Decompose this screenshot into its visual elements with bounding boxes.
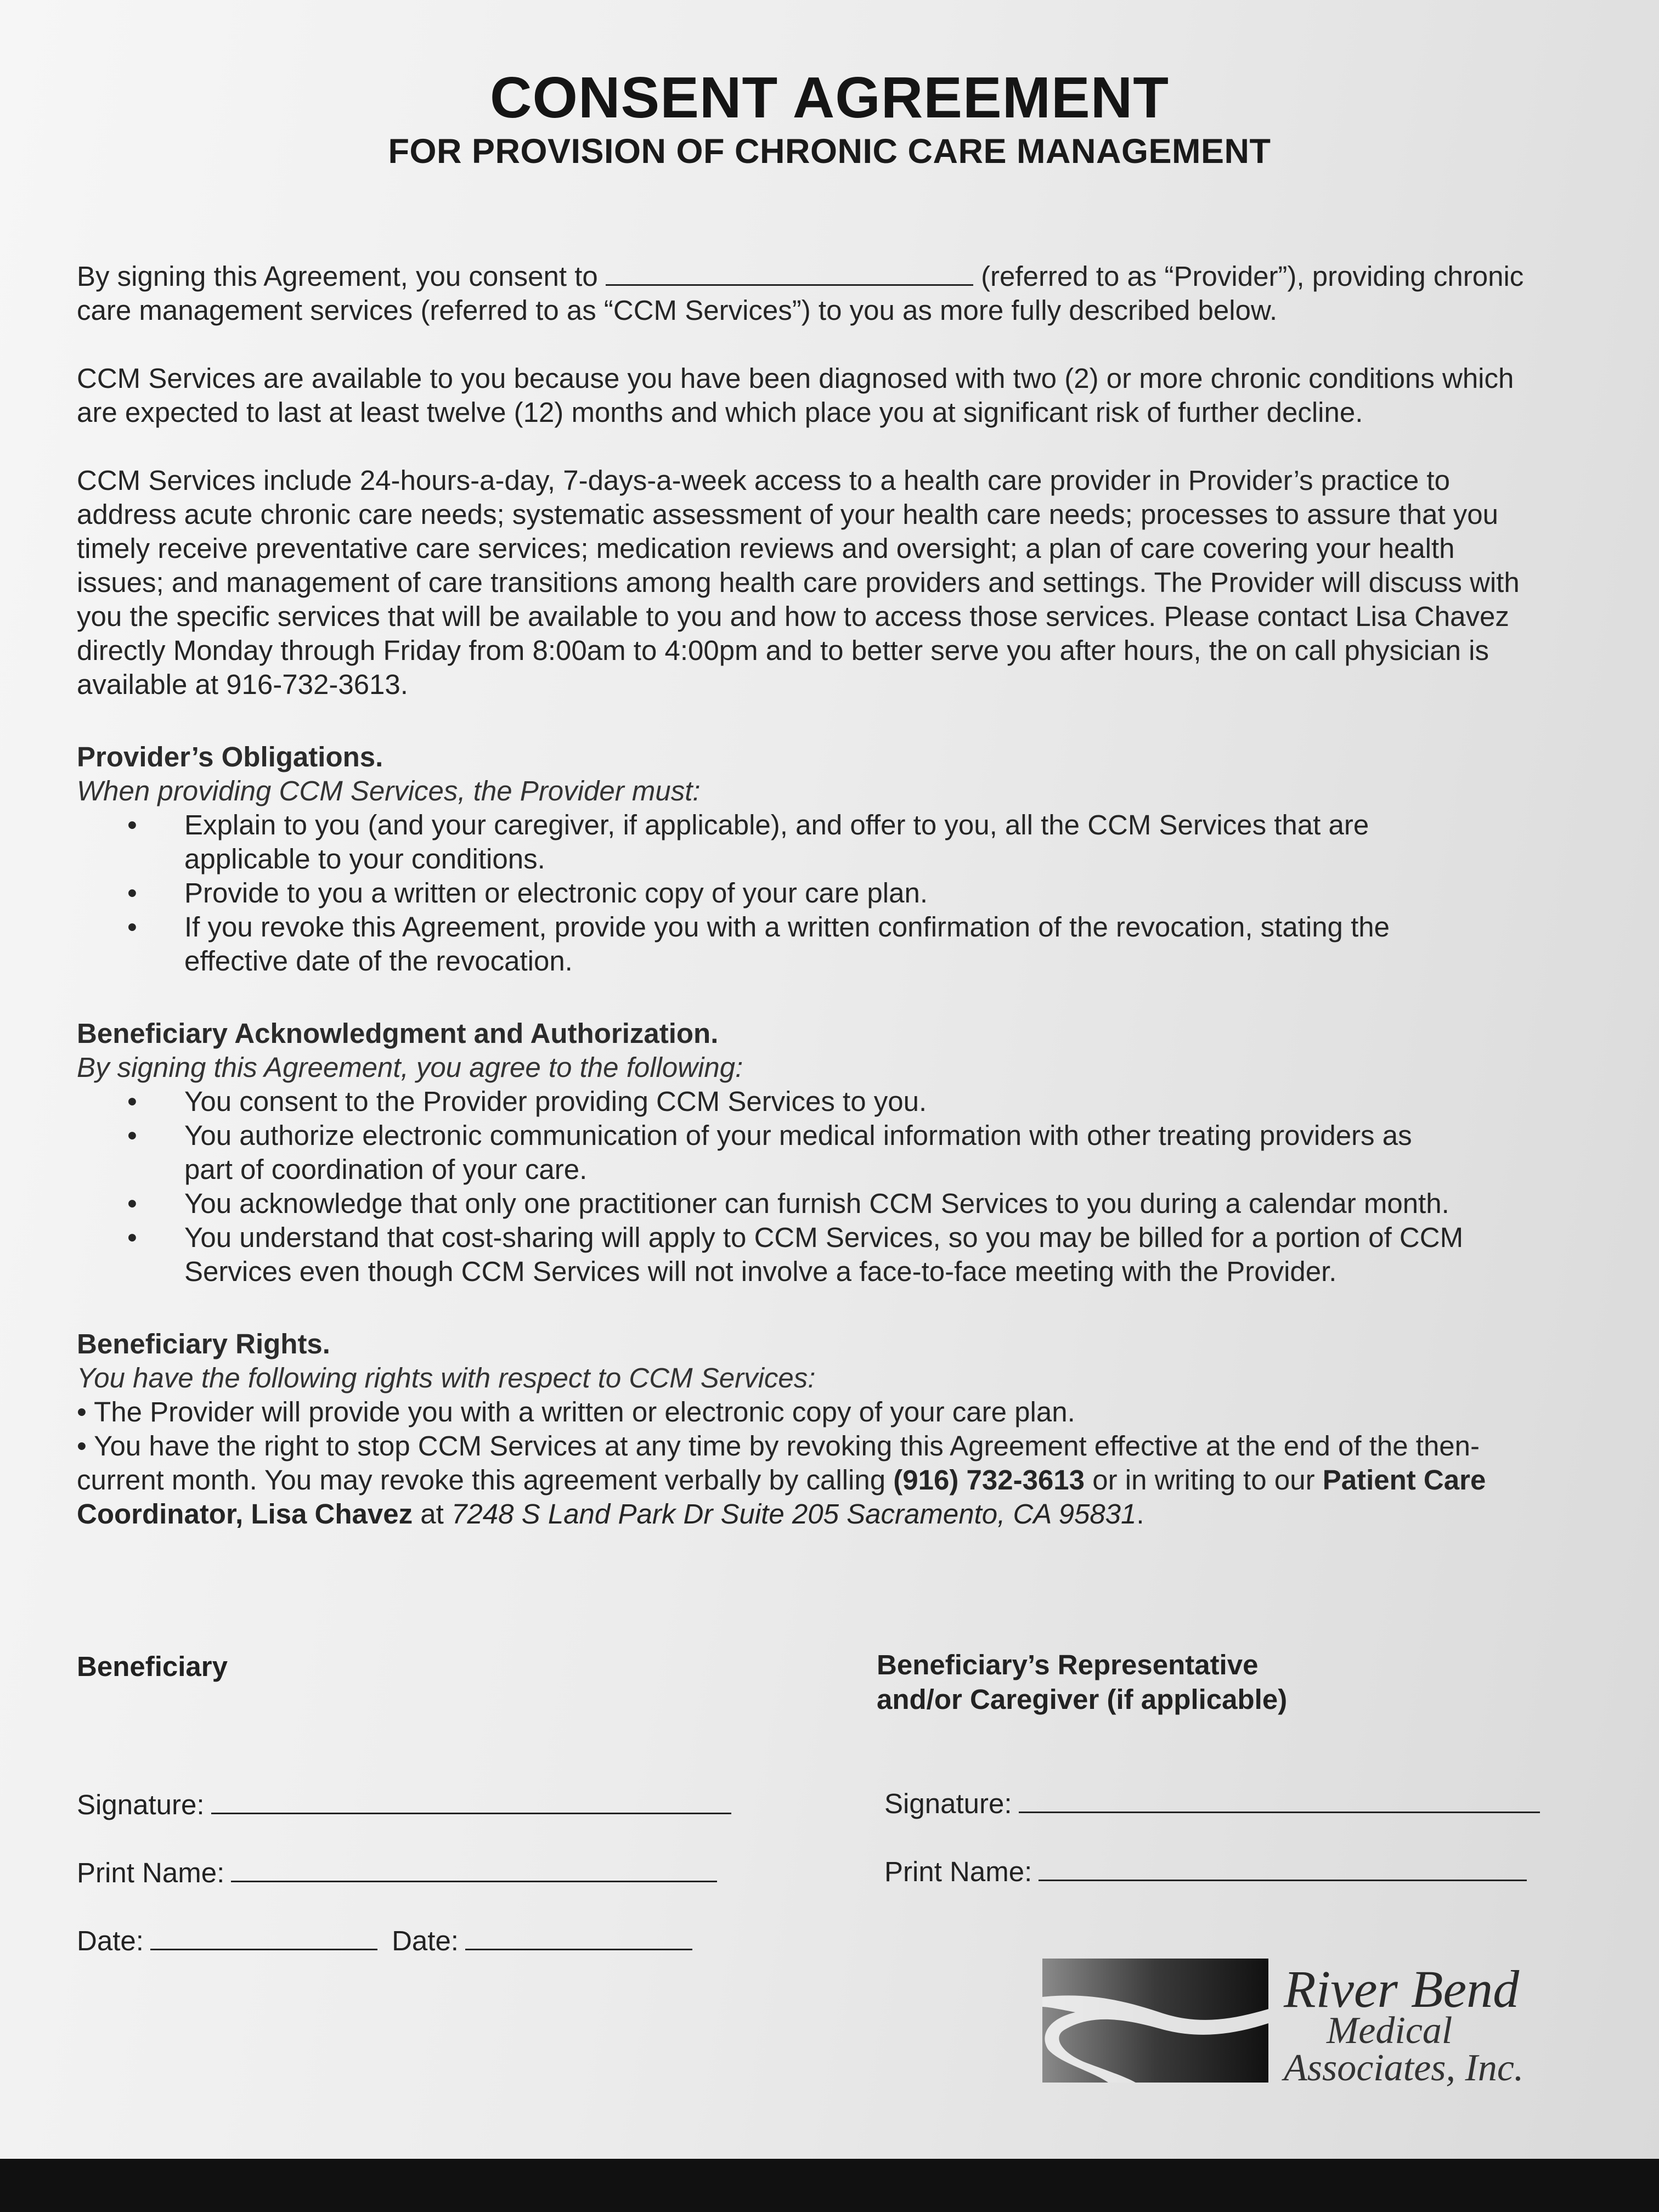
signature-label: Signature:: [77, 1789, 205, 1820]
beneficiary-heading: Beneficiary: [77, 1651, 228, 1682]
date-label: Date:: [392, 1925, 459, 1956]
obligations-heading: Provider’s Obligations.: [77, 741, 383, 772]
representative-signature-field: [884, 1786, 1540, 1820]
logo-text-line-1: River Bend: [1284, 1960, 1520, 2018]
page-subtitle: FOR PROVISION OF CHRONIC CARE MANAGEMENT: [388, 132, 1271, 171]
coordinator-name: Patient Care Coordinator, Lisa Chavez: [77, 1464, 1486, 1530]
logo-text-line-3: Associates, Inc.: [1284, 2047, 1524, 2089]
date-fields: [77, 1923, 692, 1957]
representative-heading-line-2: and/or Caregiver (if applicable): [877, 1684, 1288, 1715]
rights-item-2-period: .: [1136, 1498, 1144, 1530]
intro-text-after-blank: (referred to as “Provider”), providing chronic care management services (referred to as “CCM Services”) to you as more fully described below.: [77, 261, 1524, 326]
photo-background-edge: [0, 2159, 1659, 2212]
beneficiary-date-line[interactable]: [150, 1923, 377, 1950]
intro-paragraph-2: CCM Services are available to you because you have been diagnosed with two (2) or more chronic conditions which are expected to last at least twelve (12) months and which place you at significant risk of further decline.: [77, 363, 1514, 428]
rights-heading: Beneficiary Rights.: [77, 1328, 330, 1359]
coordinator-phone: (916) 732-3613: [893, 1464, 1085, 1496]
rights-item-1: • The Provider will provide you with a written or electronic copy of your care plan.: [77, 1396, 1075, 1427]
list-item: • If you revoke this Agreement, provide you with a written confirmation of the revocation, stating the effective date of the revocation.: [77, 910, 1547, 978]
print-name-label: Print Name:: [77, 1857, 225, 1888]
rights-item-2-text: or in writing to our: [1092, 1464, 1315, 1496]
rights-item-2-text: • You have the right to stop CCM Services at any time by revoking this Agreement effective at the end of the then-current month. You may revoke this agreement verbally by calling: [77, 1430, 1480, 1496]
rights-item-2-text: at: [420, 1498, 444, 1530]
river-bend-logo: [1042, 1959, 1553, 2090]
beneficiary-print-name-line[interactable]: [231, 1855, 717, 1882]
provider-name-blank[interactable]: [606, 258, 973, 286]
intro-text-before-blank: By signing this Agreement, you consent to: [77, 261, 598, 292]
intro-paragraph-1: [77, 258, 1547, 328]
acknowledgment-heading: Beneficiary Acknowledgment and Authorization.: [77, 1018, 719, 1049]
representative-date-line[interactable]: [465, 1923, 692, 1950]
representative-print-name-line[interactable]: [1039, 1854, 1527, 1881]
acknowledgment-list: [77, 1085, 1547, 1289]
river-logo-icon: [1042, 1959, 1268, 2083]
representative-signature-line[interactable]: [1019, 1786, 1540, 1813]
obligations-list: [77, 808, 1547, 978]
date-label: Date:: [77, 1925, 144, 1956]
representative-heading-line-1: Beneficiary’s Representative: [877, 1649, 1259, 1680]
print-name-label: Print Name:: [884, 1856, 1032, 1887]
rights-intro: You have the following rights with respect to CCM Services:: [77, 1362, 816, 1393]
beneficiary-print-name-field: [77, 1855, 717, 1889]
list-item: • You authorize electronic communication of your medical information with other treating providers as part of coordination of your care.: [77, 1119, 1547, 1187]
rights-item-2: [77, 1429, 1547, 1531]
signature-label: Signature:: [884, 1788, 1012, 1819]
acknowledgment-intro: By signing this Agreement, you agree to the following:: [77, 1052, 743, 1083]
logo-text-line-2: Medical: [1327, 2010, 1453, 2052]
list-item: • Provide to you a written or electronic copy of your care plan.: [77, 876, 1547, 910]
list-item: • You understand that cost-sharing will apply to CCM Services, so you may be billed for a portion of CCM Services even though CCM Services will not involve a face-to-face meeting with the Provider.: [77, 1221, 1547, 1289]
intro-paragraph-3: CCM Services include 24-hours-a-day, 7-days-a-week access to a health care provider in Provider’s practice to address acute chronic care needs; systematic assessment of your health care needs; processes to assure that you timely receive preventative care services; medication reviews and oversight; a plan of care covering your health issues; and management of care transitions among health care providers and settings. The Provider will discuss with you the specific services that will be available to you and how to access those services. Please contact Lisa Chavez directly Monday through Friday from 8:00am to 4:00pm and to better serve you after hours, the on call physician is available at 916-732-3613.: [77, 465, 1520, 700]
page-title: CONSENT AGREEMENT: [489, 65, 1170, 130]
agreement-body: [77, 258, 1547, 1531]
list-item: • Explain to you (and your caregiver, if applicable), and offer to you, all the CCM Services that are applicable to your conditions.: [77, 808, 1547, 876]
list-item: • You acknowledge that only one practitioner can furnish CCM Services to you during a calendar month.: [77, 1187, 1547, 1221]
coordinator-address: 7248 S Land Park Dr Suite 205 Sacramento, CA 95831: [452, 1498, 1137, 1530]
beneficiary-signature-field: [77, 1787, 731, 1821]
list-item: • You consent to the Provider providing CCM Services to you.: [77, 1085, 1547, 1119]
obligations-intro: When providing CCM Services, the Provider must:: [77, 775, 701, 806]
representative-print-name-field: [884, 1854, 1527, 1888]
beneficiary-signature-line[interactable]: [211, 1787, 731, 1814]
